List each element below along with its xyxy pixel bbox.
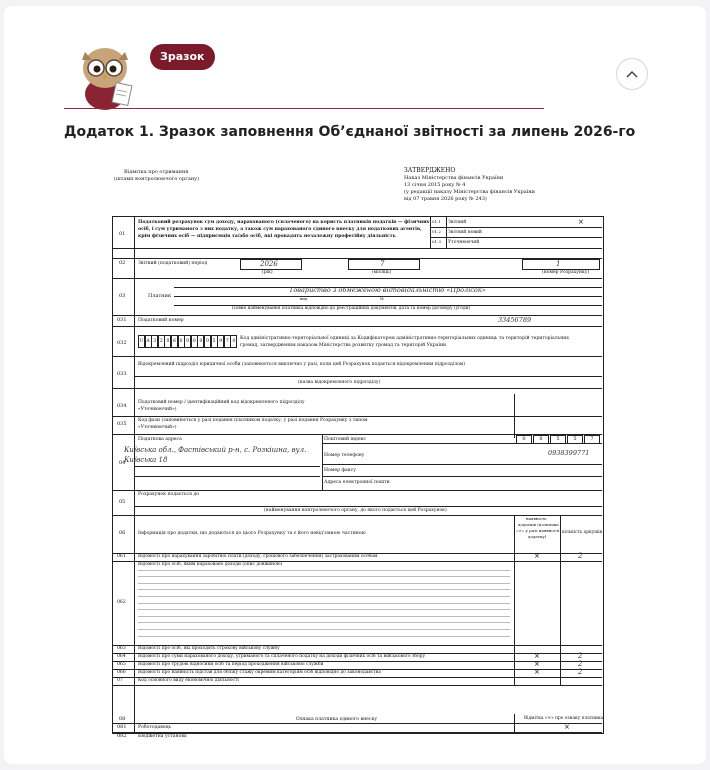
row-03-line-2 [174,296,602,297]
row-082-code: 082 [117,733,127,739]
application-text-line [138,589,510,590]
katottg-digit-cell: 9 [217,335,224,348]
title-divider [64,108,544,109]
apps-col1-2: додатків (позначка [518,522,559,527]
row-031-label: Податковий номер [138,318,184,323]
address-line-4 [134,476,320,477]
row-01-code: 01 [119,231,126,237]
row-034-text-2: «Уточнюючий») [138,407,177,412]
application-code: 066 [117,670,126,675]
report-form [64,154,646,742]
application-divider [560,653,561,661]
row-03-sub-1: вид [300,296,308,301]
row-033-line [134,376,602,377]
katottg-digit-cell: 2 [158,335,165,348]
application-divider [514,677,515,685]
row-08-bottom [112,723,602,724]
row-034-bottom [112,416,602,417]
application-text-line [138,609,510,610]
katottg-digit-cell: 0 [184,335,191,348]
application-text: Відомості про осіб, яким нараховано доходи (опис довжиною) [138,562,283,567]
application-mark: × [534,668,540,676]
application-text-line [138,576,510,577]
application-qty: 2 [578,652,583,660]
sample-badge: Зразок [150,44,215,70]
application-divider [560,561,561,645]
katottg-digit-cell: 7 [224,335,231,348]
zip-digit-cell: 0 [516,435,532,444]
row-08-code: 08 [119,716,126,722]
application-text: Відомості про осіб, які проходять строкову військову службу [138,646,280,651]
row-081-bottom [112,732,602,733]
katottg-digit-cell: 5 [211,335,218,348]
katottg-digit-cell: 0 [164,335,171,348]
row-05-code: 05 [119,499,126,505]
year-caption: (рік) [262,270,273,275]
zip-digit-cell: 8 [533,435,549,444]
row-031-code: 031 [117,317,127,323]
katottg-digit-cell: U [138,335,145,348]
application-text-line [138,616,510,617]
row-01-sep-1 [430,227,602,228]
year-value: 2026 [260,260,278,268]
row-04-bottom [112,490,602,491]
row-033-text: Відокремлений підрозділ юридичної особи (заповнюється виключно у разі, коли цей Розрахунок подається відокремленим підрозділом) [138,362,466,367]
fax-label: Номер факсу [324,468,356,473]
number-box [522,259,600,270]
katottg-digit-cell: 0 [230,335,237,348]
row-033-bottom [112,388,602,389]
katottg-digit-cell: 3 [151,335,158,348]
row-06-text: Інформація про додатки, що додаються до цього Розрахунку та є його невід’ємною частиною [138,531,366,536]
row-01-text-1: Податковий розрахунок сум доходу, нарахованого (сплаченого) на користь платників податків — фізичних [138,220,430,225]
application-text-line [138,629,510,630]
row-035-code: 035 [117,421,127,427]
row-05-caption: (найменування контролюючого органу, до якого подається цей Розрахунок) [264,508,447,513]
application-divider [560,677,561,685]
row-032-code: 032 [117,340,127,346]
row-081-code: 081 [117,724,127,730]
address-line-3 [134,466,320,467]
row-013-label: Уточнюючий [448,240,480,245]
row-06-code: 06 [119,530,126,536]
row-012-label: Звітний новий [448,230,482,235]
row-04-code: 04 [119,460,126,466]
application-text-line [138,636,510,637]
application-code: 07 [117,678,123,683]
row-033-caption: (назва відокремленого підрозділу) [298,380,381,385]
zip-digit-cell: 7 [584,435,600,444]
application-divider [560,661,561,669]
row-01-sep-2 [430,237,602,238]
row-03-sub-2: № [380,296,384,301]
application-text: Відомості про наявність підстав для обліку стажу окремим категоріям осіб відповідно до законодавства [138,670,381,675]
application-code: 061 [117,554,126,559]
application-text-line [138,622,510,623]
application-text-line [138,570,510,571]
katottg-digit-cell: 6 [171,335,178,348]
code-column-line [134,216,135,732]
email-label: Адреса електронної пошти [324,480,390,485]
zip-digit-cell: 5 [550,435,566,444]
scroll-up-button[interactable] [616,58,648,90]
application-code: 065 [117,662,126,667]
number-caption: (номер Розрахунку) [542,270,590,275]
application-mark: × [534,660,540,668]
row-01-divider-2 [446,216,447,248]
katottg-digit-cell: 0 [197,335,204,348]
apps-col2: кількість аркушів [562,530,602,535]
address-line-2: Київська 18 [124,456,168,464]
row-01-text-2: осіб, і сум утриманого з них податку, а також сум нарахованого єдиного внеску для податкових агентів, [138,227,422,232]
zip-label: Поштовий індекс [324,437,367,442]
application-divider [514,661,515,669]
row-081-text: Роботодавець [138,725,172,730]
katottg-digit-cell: 0 [178,335,185,348]
application-code: 062 [117,600,126,605]
row-011-code: 01.1 [432,219,441,224]
zip-digit-cell: 5 [567,435,583,444]
application-text: Відомості про суми нарахованого доходу, утриманого та сплаченого податку на доходи фізичних осіб та військового збору [138,654,426,659]
receipt-mark-line1: Відмітка про отримання [124,169,189,175]
application-text: Відомості про трудові відносини осіб та період проходження військової служби [138,662,324,667]
row-035-text-1: Код фази (заповнюється у разі подання платником податку, у разі подання Розрахунку з типом [138,418,368,423]
approved-line1: Наказ Міністерства фінансів України [404,175,504,181]
month-caption: (місяць) [372,270,392,275]
application-divider [514,561,515,645]
application-divider [560,553,561,561]
row-02-bottom [112,278,602,279]
application-qty: 2 [578,552,583,560]
row-03-label: Платник [148,293,172,299]
address-label: Податкова адреса [138,437,182,442]
katottg-digit-cell: 0 [191,335,198,348]
address-line-1: Київська обл., Фастівський р-н, с. Розкішна, вул. [124,446,307,454]
row-034-code: 034 [117,403,127,409]
row-02-code: 02 [119,260,126,266]
row-02-label: Звітний (податковий) період [138,261,208,266]
fax-bottom [322,476,602,477]
row-011-label: Звітний [448,220,467,225]
row-013-code: 01.3 [432,239,441,244]
row-012-code: 01.2 [432,229,441,234]
katottg-digit-cell: A [145,335,152,348]
application-divider [560,669,561,677]
application-divider [514,645,515,653]
payer-name: Товариство з обмеженою відповідальністю «Пролісок» [289,286,486,294]
row-034-text-1: Податковий номер / ідентифікаційний код відокремленого підрозділу [138,400,305,405]
application-qty: 2 [578,660,583,668]
row-032-bottom [112,356,602,357]
row-01-text-3: крім фізичних осіб — підприємців та/або осіб, які провадять незалежну професійну діяльність [138,234,396,239]
application-code: 063 [117,646,126,651]
phone-value: 0938399771 [548,449,590,457]
row-035-text-2: «Уточнюючий») [138,425,177,430]
application-divider [514,669,515,677]
row-01-bottom [112,248,602,249]
application-row-bottom [112,685,602,686]
row-032-text-2: громад, затвердженим наказом Міністерства розвитку громад та територій України [240,343,447,348]
application-text-line [138,596,510,597]
row-011-mark: × [578,218,584,226]
apps-divider-2 [560,515,561,553]
phone-bottom [322,464,602,465]
row-032-text-1: Код адміністративно-територіальної одиниці за Кодифікатором адміністративно-територіальних одиниць та територій територіальних [240,336,569,341]
approved-label: ЗАТВЕРДЖЕНО [404,167,456,174]
approved-line2: 13 січня 2015 року № 4 [404,182,466,188]
application-text: Код основного виду економічної діяльності [138,678,239,683]
apps-col1-3: «×» у разі наявності [516,528,560,533]
application-divider [514,553,515,561]
row-082-text: Бюджетна установа [138,734,187,739]
row-081-mark: × [564,723,570,731]
page-title: Додаток 1. Зразок заповнення Об’єднаної звітності за липень 2026-го [64,124,636,140]
approved-line4: від 07 травня 2026 року № 243) [404,196,487,202]
apps-col1-1: наявність [526,516,547,521]
number-value: 1 [556,260,561,268]
application-code: 064 [117,654,126,659]
row-05-text: Розрахунок подається до [138,492,200,497]
application-divider [514,653,515,661]
row-03-caption: Повне найменування платника відповідно до реєстраційних документів, дата та номер договору (угоди) [232,306,471,311]
row-08-col: Відмітка «×» про ознаку платника [524,716,604,721]
month-value: 7 [380,260,385,268]
chevron-up-icon [626,70,638,78]
application-qty: 2 [578,668,583,676]
zip-bottom [322,443,602,444]
row-01-divider [430,216,431,248]
receipt-mark-line2: (штамп контролюючого органу) [114,176,200,182]
row-031-bottom [112,326,602,327]
application-text-line [138,603,510,604]
row-03-code: 03 [119,293,126,299]
owl-mascot-icon [70,38,140,110]
phone-label: Номер телефону [324,453,365,458]
row-08-text: Ознака платника єдиного внеску [296,717,378,722]
approved-line3: (у редакції наказу Міністерства фінансів України [404,189,535,195]
application-text-line [138,583,510,584]
apps-divider-1 [514,515,515,553]
application-mark: × [534,552,540,560]
application-divider [560,645,561,653]
tax-number: 33456789 [498,316,532,324]
row-05-line [134,506,602,507]
application-mark: × [534,652,540,660]
application-text: Відомості про нарахування заробітної плати (доходу, грошового забезпечення) застрахованим особам [138,554,378,559]
apps-col1-4: додатку) [528,534,547,539]
row-033-code: 033 [117,371,127,377]
katottg-digit-cell: 0 [204,335,211,348]
